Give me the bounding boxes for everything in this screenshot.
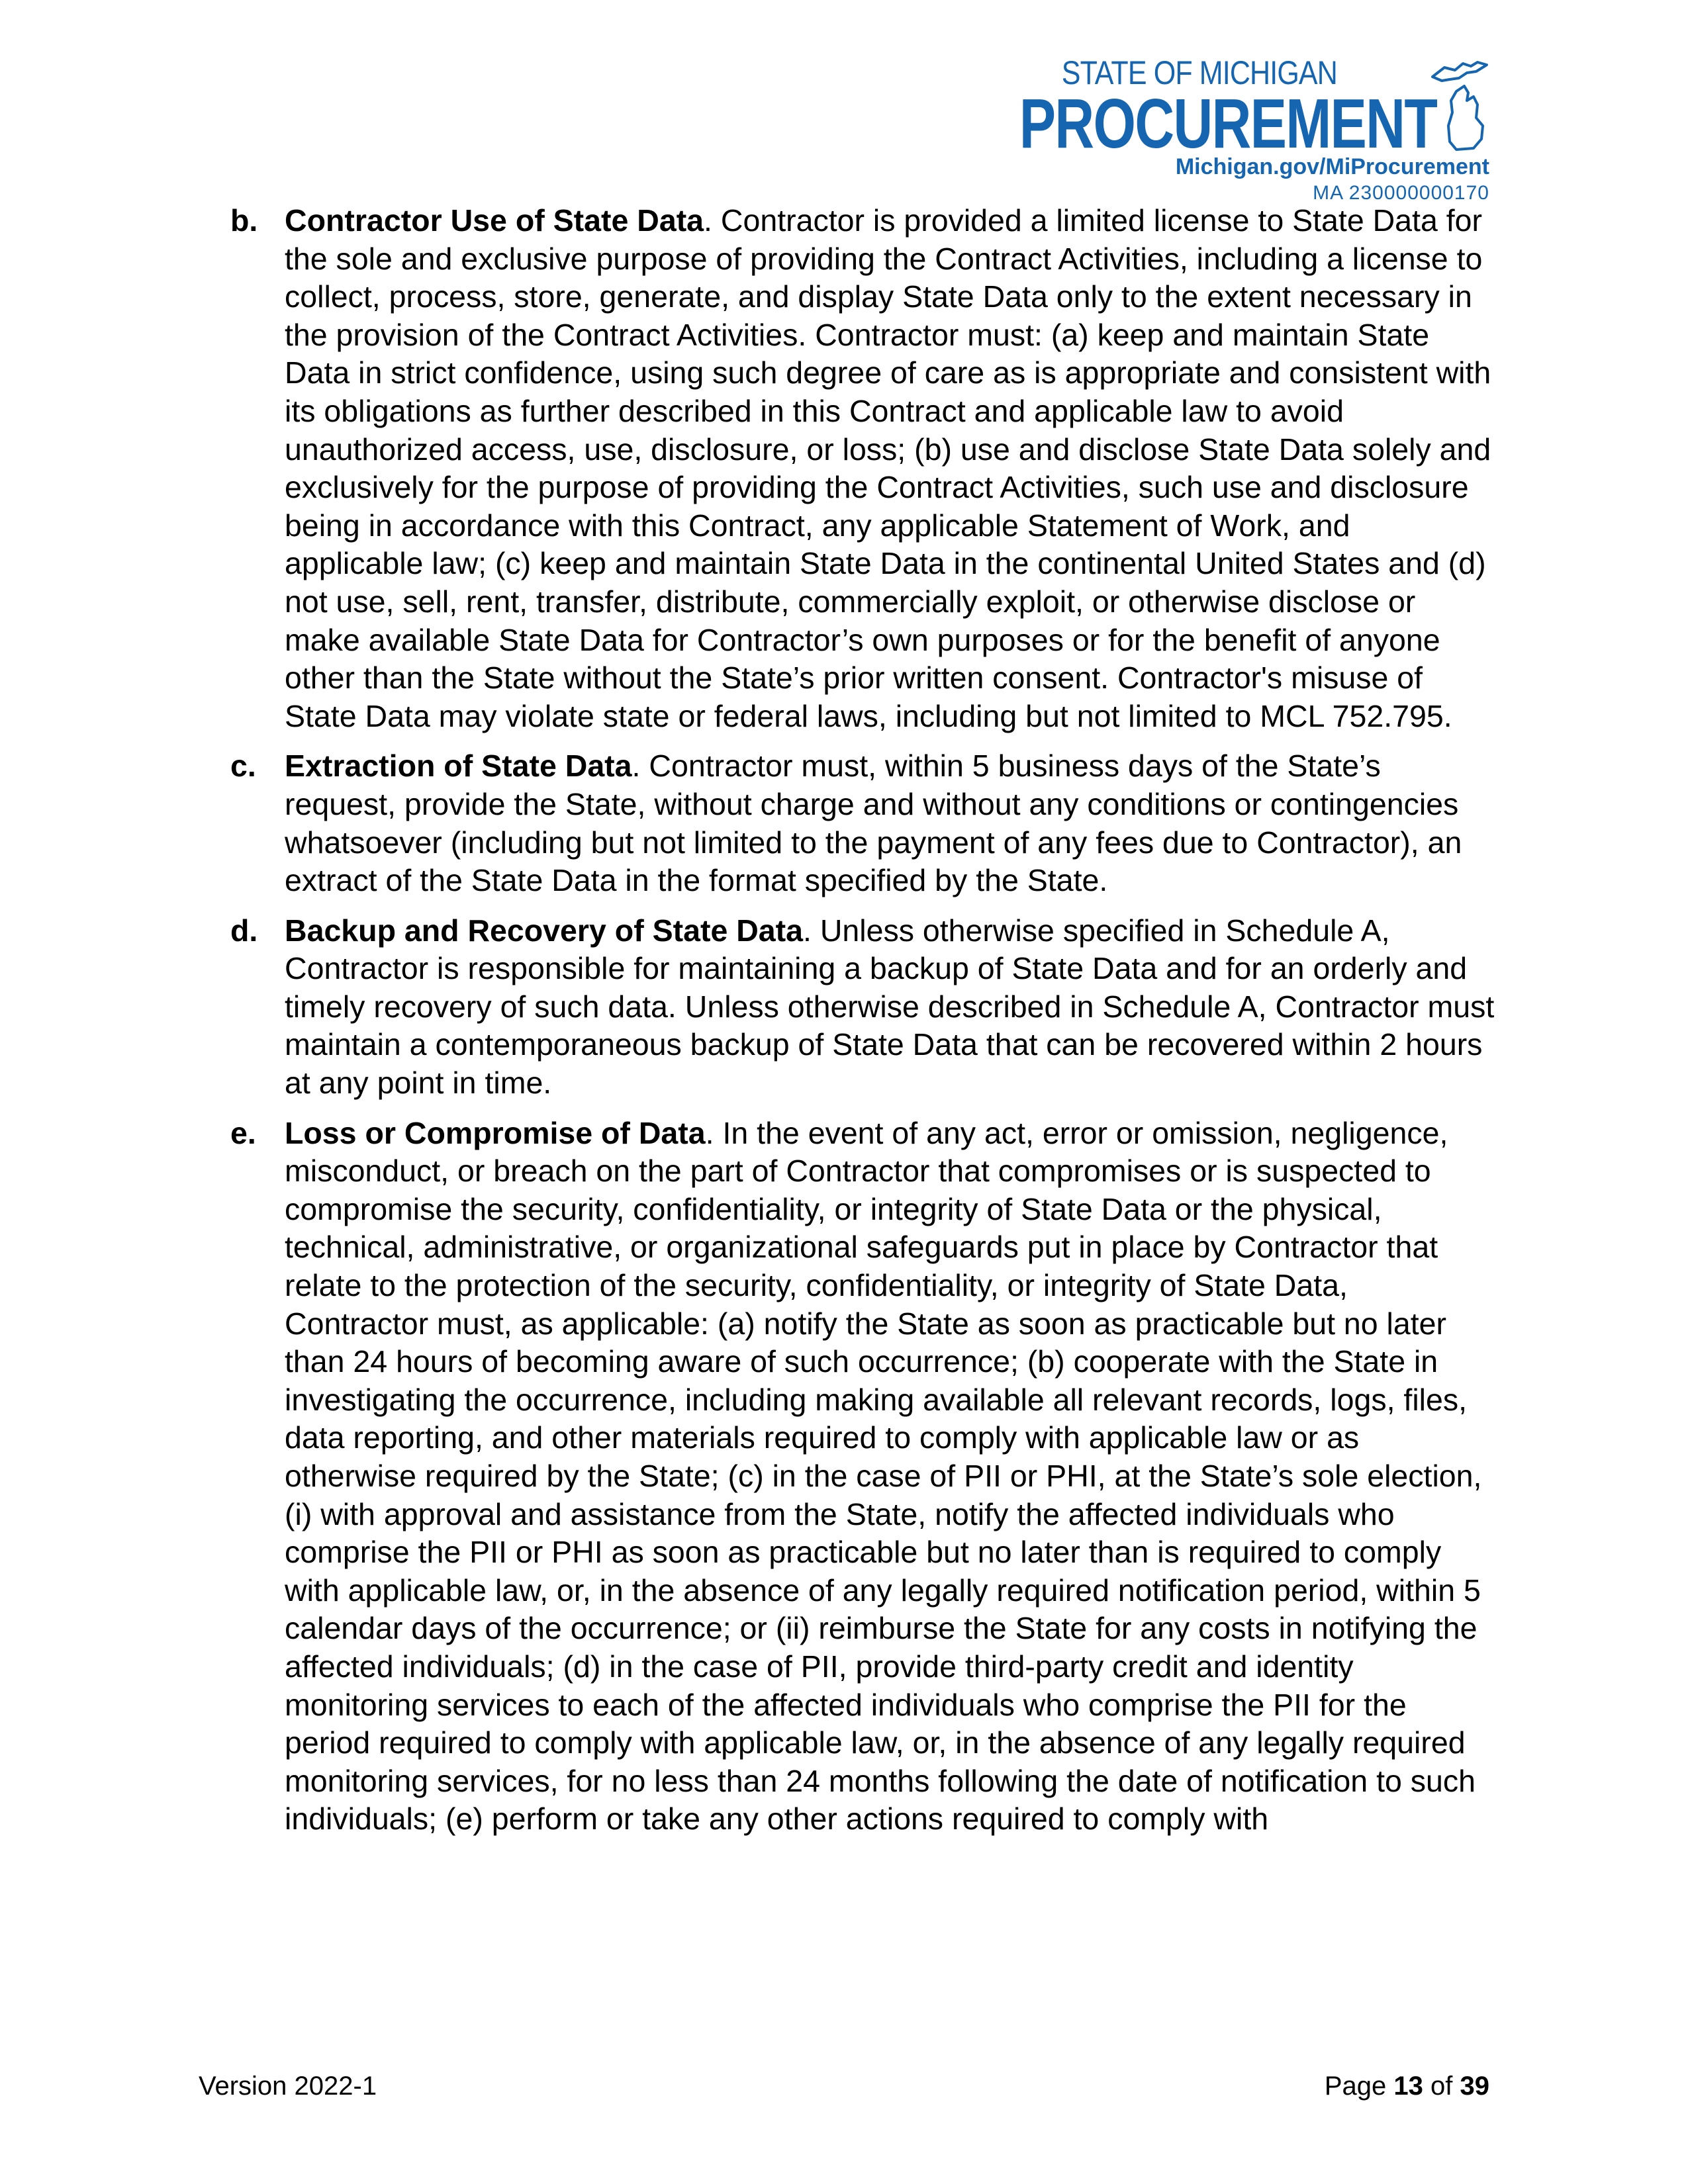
document-body (230, 202, 1495, 1850)
version-label: Version 2022-1 (199, 2071, 377, 2101)
section-b (230, 202, 1495, 735)
procurement-logo (1019, 54, 1489, 206)
logo-title-text: PROCUREMENT (1019, 85, 1436, 163)
logo-url: Michigan.gov/MiProcurement (1175, 154, 1489, 179)
page-current: 13 (1393, 2071, 1423, 2101)
page-number (1325, 2070, 1489, 2102)
page-total: 39 (1460, 2071, 1489, 2101)
section-letter: c. (230, 749, 256, 784)
page-of: of (1423, 2071, 1460, 2101)
section-text: . Unless otherwise specified in Schedule A, Contractor is responsible for maintaining a backup of State Data and for an orderly and timely recovery of such data. Unless otherwise described in Schedule A, Contractor must maintain a contemporaneous backup of State Data that can be recovered within 2 hours at any point in time. (285, 913, 1495, 1101)
section-heading: Contractor Use of State Data (285, 203, 704, 238)
logo-state-text: STATE OF MICHIGAN (1061, 54, 1337, 91)
ma-number: MA 230000000170 (1313, 182, 1489, 204)
section-d (230, 912, 1495, 1103)
section-heading: Backup and Recovery of State Data (285, 913, 804, 948)
section-letter: d. (230, 913, 258, 948)
section-heading: Extraction of State Data (285, 749, 632, 784)
section-text: . Contractor must, within 5 business days of the State’s request, provide the State, without charge and without any conditions or contingencies whatsoever (including but not limited to the payment of any fees due to Contractor), an extract of the State Data in the format specified by the State. (285, 749, 1462, 898)
section-letter: e. (230, 1115, 256, 1150)
michigan-map-icon (1430, 57, 1489, 156)
section-text: . Contractor is provided a limited license to State Data for the sole and exclusive purpose of providing the Contract Activities, including a license to collect, process, store, generate, and display State Data only to the extent necessary in the provision of the Contract Activities. Contractor must: (a) keep and maintain State Data in strict confidence, using such degree of care as is appropriate and consistent with its obligations as further described in this Contract and applicable law to avoid unauthorized access, use, disclosure, or loss; (b) use and disclose State Data solely and exclusively for the purpose of providing the Contract Activities, such use and disclosure being in accordance with this Contract, any applicable Statement of Work, and applicable law; (c) keep and maintain State Data in the continental United States and (d) not use, sell, rent, transfer, distribute, commercially exploit, or otherwise disclose or make available State Data for Contractor’s own purposes or for the benefit of anyone other than the State without the State’s prior written consent. Contractor's misuse of State Data may violate state or federal laws, including but not limited to MCL 752.795. (285, 203, 1491, 733)
section-c (230, 747, 1495, 899)
page-label: Page (1324, 2071, 1394, 2101)
section-letter: b. (230, 203, 258, 238)
section-text: . In the event of any act, error or omission, negligence, misconduct, or breach on the part of Contractor that compromises or is suspected to compromise the security, confidentiality, or integrity of State Data or the physical, technical, administrative, or organizational safeguards put in place by Contractor that relate to the protection of the security, confidentiality, or integrity of State Data, Contractor must, as applicable: (a) notify the State as soon as practicable but no later than 24 hours of becoming aware of such occurrence; (b) cooperate with the State in investigating the occurrence, including making available all relevant records, logs, files, data reporting, and other materials required to comply with applicable law or as otherwise required by the State; (c) in the case of PII or PHI, at the State’s sole election, (i) with approval and assistance from the State, notify the affected individuals who comprise the PII or PHI as soon as practicable but no later than is required to comply with applicable law, or, in the absence of any legally required notification period, within 5 calendar days of the occurrence; or (ii) reimburse the State for any costs in notifying the affected individuals; (d) in the case of PII, provide third-party credit and identity monitoring services to each of the affected individuals who comprise the PII for the period required to comply with applicable law, or, in the absence of any legally required monitoring services, for no less than 24 months following the date of notification to such individuals; (e) perform or take any other actions required to comply with (285, 1115, 1482, 1837)
section-e (230, 1115, 1495, 1839)
section-heading: Loss or Compromise of Data (285, 1115, 706, 1150)
